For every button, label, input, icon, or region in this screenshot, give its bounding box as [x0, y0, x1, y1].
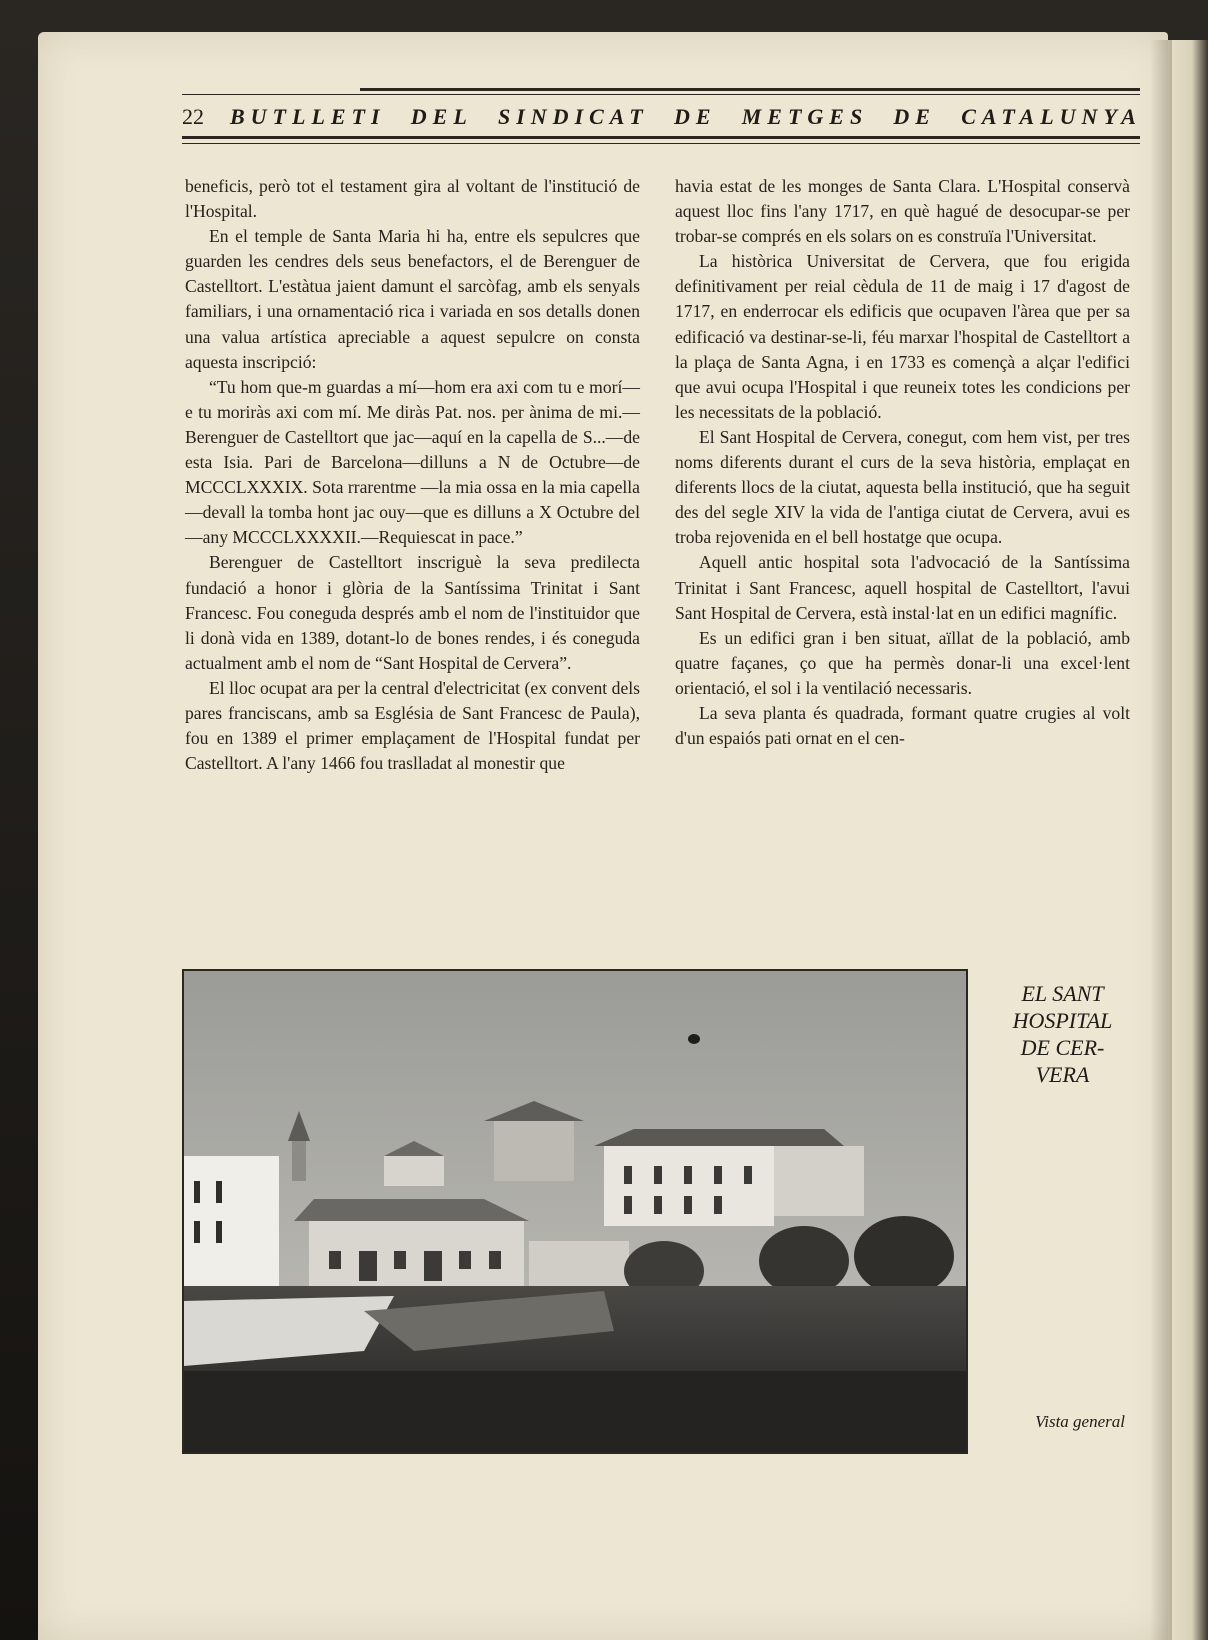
header-bottom-rule-thin	[182, 143, 1140, 144]
hospital-photograph	[182, 969, 968, 1454]
running-title-word: DE	[893, 104, 936, 129]
paragraph: El lloc ocupat ara per la central d'electricitat (ex convent dels pares franciscans, amb sa Església de Sant Francesc de Paula), fou en 1389 el primer emplaçament de l'Hospital fundat per Castelltort. A l'any 1466 fou traslladat al monestir que	[185, 677, 640, 774]
running-title-word: METGES	[741, 104, 869, 129]
running-title-word: DEL	[410, 104, 473, 129]
next-page-edge	[1168, 40, 1208, 1640]
caption-line: VERA	[1035, 1062, 1090, 1087]
running-title-word: DE	[673, 104, 717, 129]
header-bottom-rule	[182, 136, 1140, 139]
left-column	[185, 174, 640, 776]
header-top-rule-thin	[182, 94, 1140, 95]
running-title-word: SINDICAT	[498, 104, 649, 129]
paragraph: Es un edifici gran i ben situat, aïllat de la població, amb quatre façanes, ço que ha permès donar-li una excel·lent orientació, el sol i la ventilació necessaris.	[675, 627, 1130, 698]
inscription-quote: “Tu hom que-m guardas a mí—hom era axi com tu e morí—e tu moriràs axi com mí. Me diràs Pat. nos. per ànima de mi.—Berenguer de Castelltort que jac—aquí en la capella de S...—de esta Isia. Pari de Barcelona—dilluns a N de Octubre—de MCCCLXXXIX. Sota rrarentme —la mia ossa en la mia capella—devall la tomba hont jac ouy—que es dilluns a X Octubre del—any MCCCLXXXXII.—Requiescat in pace.”	[185, 376, 640, 548]
paragraph: La històrica Universitat de Cervera, que fou erigida definitivament per reial cèdula de 11 de maig i 17 d'agost de 1717, en enderrocar els edificis que ocupaven l'àrea que per sa edificació va destinar-se-li, féu marxar l'hospital de Castelltort a la plaça de Santa Agna, i en 1733 es començà a alçar l'edifici que avui ocupa l'Hospital i que reuneix totes les condicions per les necessitats de la població.	[675, 251, 1130, 422]
paragraph: Aquell antic hospital sota l'advocació de la Santíssima Trinitat i Sant Francesc, aquell hospital de Castelltort, l'avui Sant Hospital de Cervera, està instal·lat en un edifici magnífic.	[675, 552, 1130, 623]
figure-caption-subtitle: Vista general	[1035, 1412, 1125, 1431]
caption-line: HOSPITAL	[1012, 1008, 1113, 1033]
running-title-word: CATALUNYA	[961, 104, 1142, 129]
photo-illustration	[184, 971, 966, 1452]
page-number: 22	[182, 104, 204, 129]
caption-line: EL SANT	[1021, 981, 1104, 1006]
paragraph: havia estat de les monges de Santa Clara. L'Hospital conservà aquest lloc fins l'any 1717, en què hagué de desocupar-se per trobar-se comprés en els solars on es construïa l'Universitat.	[675, 176, 1130, 247]
binding-shadow	[1150, 40, 1172, 1640]
running-header	[182, 100, 1142, 134]
right-column	[675, 174, 1130, 751]
header-top-rule	[360, 88, 1140, 91]
caption-line: DE CER-	[1020, 1035, 1105, 1060]
paragraph: Berenguer de Castelltort inscriguè la seva predilecta fundació a honor i glòria de la Santíssima Trinitat i Sant Francesc. Fou coneguda després amb el nom de l'instituidor que li donà vida en 1389, dotant-lo de bones rendes, i és coneguda actualment amb el nom de “Sant Hospital de Cervera”.	[185, 552, 640, 673]
paragraph: La seva planta és quadrada, formant quatre crugies al volt d'un espaiós pati ornat en el cen-	[675, 702, 1130, 749]
running-title-word: BUTLLETI	[230, 104, 386, 129]
paragraph: El Sant Hospital de Cervera, conegut, com hem vist, per tres noms diferents durant el curs de la seva història, emplaçat en diferents llocs de la ciutat, aquesta bella institució, que ha seguit des del segle XIV la vida de l'antiga ciutat de Cervera, avui es troba rejovenida en el bell hostatge que ocupa.	[675, 426, 1130, 548]
paragraph: beneficis, però tot el testament gira al voltant de l'institució de l'Hospital.	[185, 176, 640, 222]
running-title	[230, 104, 1142, 130]
paragraph: En el temple de Santa Maria hi ha, entre els sepulcres que guarden les cendres dels seus benefactors, el de Berenguer de Castelltort. L'estàtua jaient damunt el sarcòfag, amb els senyals familiars, i una ornamentació rica i variada en sos detalls donen una valua artística apreciable a aquest sepulcre on consta aquesta inscripció:	[185, 226, 640, 372]
figure-caption-title	[985, 980, 1140, 1088]
